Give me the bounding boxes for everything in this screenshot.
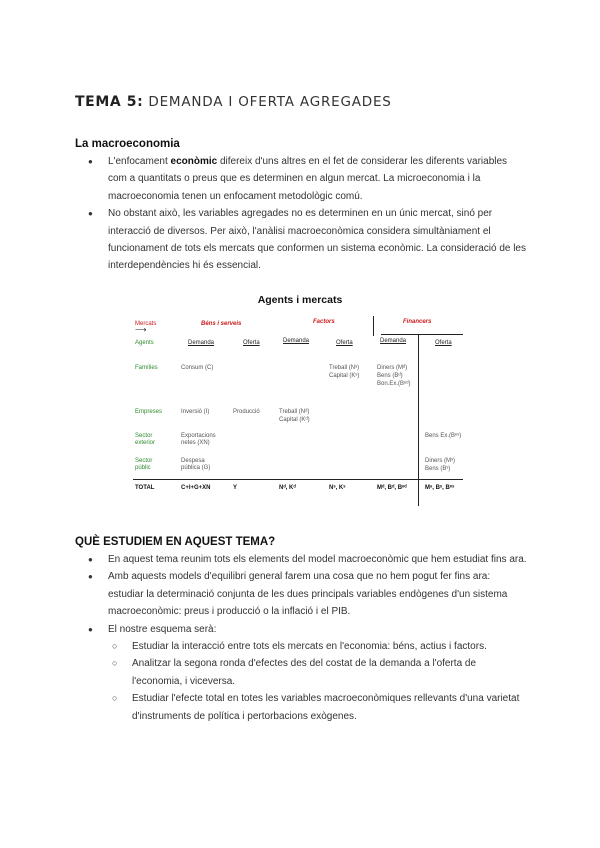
arrow-icon: ⟶ <box>135 325 147 334</box>
cell-despesa-1: Despesa <box>181 458 205 464</box>
bullet-list-tema <box>88 551 528 725</box>
cell-total-y: Y <box>233 485 238 491</box>
cell-total-financers-d: Mᵈ, Bᵈ, Bᵉᵈ <box>377 485 407 491</box>
text-span: En aquest tema reunim tots els elements del model macroeconòmic que hem estudiat fins ara. <box>108 554 527 565</box>
sub-list <box>108 638 528 725</box>
list-item <box>88 621 528 725</box>
circle-bullet-icon: ○ <box>112 658 118 669</box>
cell-bens-bd: Bens (Bᵈ) <box>377 373 403 379</box>
list-item <box>88 568 528 620</box>
divider-vertical <box>373 316 374 336</box>
row-label-empreses: Empreses <box>135 409 163 415</box>
circle-bullet-icon: ○ <box>112 693 118 704</box>
title-bold: TEMA 5: <box>75 94 144 110</box>
sub-list-item <box>108 690 528 725</box>
section-heading-macroeconomia: La macroeconomia <box>75 138 180 150</box>
text-span: No obstant això, les variables agregades no es determinen en un únic mercat, sinó per interacció de diversos. Per això, l'anàlisi macroeconòmica considera simultàniament el funcionament de tots els mercats que conformen un sistema econòmic. La consideració de les interdependències hi és essencial. <box>108 208 526 272</box>
text-span: Estudiar l'efecte total en totes les variables macroeconòmiques rellevants d'una varietat d'instruments de política i pertorbacions exògenes. <box>132 693 520 722</box>
cell-bens-bs: Bens (Bˢ) <box>425 466 451 472</box>
bullet-icon: ● <box>88 572 93 582</box>
header-oferta-bens: Oferta <box>243 340 260 346</box>
page-title <box>75 93 392 110</box>
header-demanda-financers: Demanda <box>380 338 407 344</box>
circle-bullet-icon: ○ <box>112 641 118 652</box>
bullet-list-macro <box>88 153 528 275</box>
cell-despesa-2: pública (G) <box>181 465 211 471</box>
cell-total-factors-d: Nᵈ, Kᵈ <box>279 485 296 491</box>
text-span: Analitzar la segona ronda d'efectes des del costat de la demanda a l'oferta de l'economia, i viceversa. <box>132 658 477 687</box>
text-span: L'enfocament <box>108 156 171 167</box>
cell-total-demanda: C+I+G+XN <box>181 485 211 491</box>
header-bens: Béns i serveis <box>201 321 242 327</box>
header-demanda-bens: Demanda <box>188 340 215 346</box>
divider-horizontal <box>381 334 463 335</box>
header-oferta-factors: Oferta <box>336 340 353 346</box>
header-agents: Agents <box>135 340 154 346</box>
row-label-sector-exterior-2: exterior <box>135 440 156 446</box>
cell-total-factors-s: Nˢ, Kˢ <box>329 485 346 491</box>
cell-exportacions-1: Exportacions <box>181 433 216 439</box>
bullet-icon: ● <box>88 209 93 219</box>
agents-mercats-table <box>133 314 463 514</box>
bold-term: econòmic <box>170 156 218 167</box>
header-financers: Financers <box>403 319 432 325</box>
cell-bens-bes: Bens Ex.(Bᵉˢ) <box>425 433 462 439</box>
table-title: Agents i mercats <box>257 294 343 306</box>
header-factors: Factors <box>313 319 335 325</box>
title-rest: DEMANDA I OFERTA AGREGADES <box>143 94 392 110</box>
row-label-total: TOTAL <box>135 485 155 491</box>
header-mercats: Mercats <box>135 321 157 327</box>
cell-diners-ms: Diners (Mˢ) <box>425 458 456 464</box>
cell-capital-kd: Capital (Kᵈ) <box>279 417 310 423</box>
cell-capital-ks: Capital (Kˢ) <box>329 373 360 379</box>
row-label-sector-public-1: Sector <box>135 458 153 464</box>
cell-exportacions-2: netes (XN) <box>181 440 210 446</box>
header-oferta-financers: Oferta <box>435 340 452 346</box>
row-label-sector-exterior-1: Sector <box>135 433 153 439</box>
divider-vertical <box>418 334 419 506</box>
section-heading-que-estudiem: QUÈ ESTUDIEM EN AQUEST TEMA? <box>75 536 276 548</box>
cell-produccio: Producció <box>233 409 260 415</box>
text-span: Amb aquests models d'equilibri general farem una cosa que no hem pogut fer fins ara: estudiar la determinació conjunta de les dues principals variables endògenes d'un sistema macroeconòmic: preus i producció o la inflació i el PIB. <box>108 571 508 618</box>
header-demanda-factors: Demanda <box>283 338 310 344</box>
list-item <box>88 205 528 275</box>
text-span: Estudiar la interacció entre tots els mercats en l'economia: béns, actius i factors. <box>132 641 487 653</box>
cell-treball-nd: Treball (Nᵈ) <box>279 409 310 415</box>
text-span: El nostre esquema serà: <box>108 623 217 635</box>
cell-diners-md: Diners (Mᵈ) <box>377 365 408 371</box>
bullet-icon: ● <box>88 555 93 564</box>
cell-bon-ex: Bon.Ex.(Bᵉᵈ) <box>377 381 411 387</box>
bullet-icon: ● <box>88 157 93 166</box>
row-label-families: Famílies <box>135 365 158 371</box>
text-span: difereix d'uns altres en el fet de considerar les diferents variables com a quantitats o preus que es determinen en algun mercat. La microeconomia i la macroeconomia tenen un enfocament metodològic comú. <box>108 156 508 202</box>
cell-consum: Consum (C) <box>181 365 214 371</box>
cell-treball-ns: Treball (Nˢ) <box>329 365 360 371</box>
divider-horizontal <box>133 479 463 480</box>
bullet-icon: ● <box>88 624 93 634</box>
sub-list-item <box>108 638 528 655</box>
cell-inversio: Inversió (I) <box>181 409 210 415</box>
list-item <box>88 153 528 205</box>
row-label-sector-public-2: públic <box>135 465 151 471</box>
cell-total-financers-s: Mˢ, Bˢ, Bᵉˢ <box>425 485 455 491</box>
sub-list-item <box>108 655 528 690</box>
list-item <box>88 551 528 568</box>
